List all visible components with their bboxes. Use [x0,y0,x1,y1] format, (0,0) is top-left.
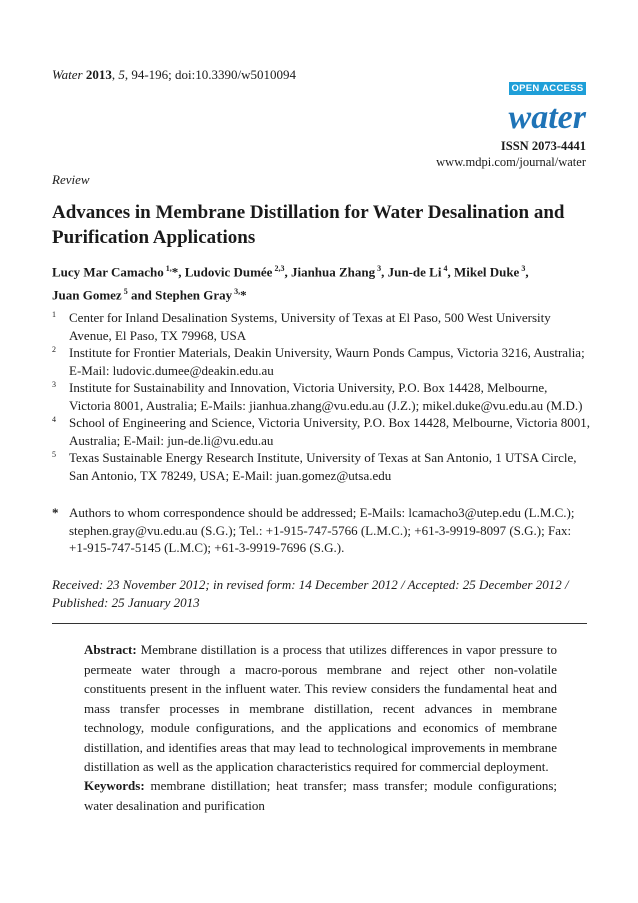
affiliation-item [52,449,592,484]
author-affiliation-sup: 4 [443,264,448,273]
author-separator: , [178,264,185,280]
affiliation-item [52,344,592,379]
citation-year: 2013 [85,67,112,82]
journal-name: Water [52,67,83,82]
affiliation-number: 3 [52,380,56,389]
abstract-text: Membrane distillation is a process that utilizes differences in vapor pressure to permeate water through a macro-porous membrane and reject other non-volatile constituents present in the influent water. This review considers the fundamental heat and mass transfer processes in membrane distillation, recent advances in membrane technology, module configurations, and the applications and economics of membrane distillation, and identifies areas that may lead to technological improvements in membrane distillation as well as the application characteristics required for commercial deployment. [84,642,557,774]
affiliation-text: Center for Inland Desalination Systems, University of Texas at El Paso, 500 West University Avenue, El Paso, TX 79968, USA [69,310,551,343]
author-separator: and [127,287,156,303]
author-name: Jun-de Li [387,264,442,280]
affiliation-text: School of Engineering and Science, Victoria University, P.O. Box 14428, Melbourne, Victoria 8001, Australia; E-Mail: jun-de.li@vu.edu.au [69,415,590,448]
keywords [84,776,557,815]
keywords-text: membrane distillation; heat transfer; mass transfer; module configurations; water desalination and purification [84,778,558,813]
author-affiliation-sup: 3 [377,264,382,273]
author-affiliation-sup: 1, [165,264,172,273]
paper-title: Advances in Membrane Distillation for Water Desalination and Purification Applications [52,202,565,248]
correspondence [52,504,592,557]
affiliation-item [52,309,592,344]
affiliation-item [52,414,592,449]
author-separator: , [447,264,454,280]
author-affiliation-sup: 5 [123,287,128,297]
affiliation-number: 5 [52,450,56,459]
affiliation-number: 2 [52,345,56,354]
affiliation-number: 1 [52,310,56,319]
journal-url[interactable]: www.mdpi.com/journal/water [436,155,586,169]
affiliation-number: 4 [52,415,56,424]
citation-pages-doi: , 94-196; doi:10.3390/w5010094 [124,67,296,82]
journal-logo: water [508,99,586,136]
author-name: Mikel Duke [453,264,520,280]
affiliation-text: Institute for Frontier Materials, Deakin University, Waurn Ponds Campus, Victoria 3216, Australia; E-Mail: ludovic.dumee@deakin.edu.au [69,345,585,378]
publication-dates: Received: 23 November 2012; in revised form: 14 December 2012 / Accepted: 25 December 2012 / Published: 25 January 2013 [52,577,569,610]
author-name: Lucy Mar Camacho [52,264,164,280]
abstract [84,640,557,777]
author-separator: , [381,264,388,280]
author-separator: , [284,264,291,280]
author-affiliation-sup: 3 [521,264,526,273]
open-access-badge: OPEN ACCESS [509,82,586,95]
keywords-label: Keywords: [84,778,145,793]
affiliation-text: Texas Sustainable Energy Research Institute, University of Texas at San Antonio, 1 UTSA Circle, San Antonio, TX 78249, USA; E-Mail: juan.gomez@utsa.edu [69,450,577,483]
author-name: Jianhua Zhang [290,264,376,280]
divider [52,623,587,624]
author-name: Juan Gomez [52,287,122,303]
author-list [52,259,592,306]
citation-line: Water 2013, 5, 94-196; doi:10.3390/w5010094 [52,67,296,82]
issn: ISSN 2073-4441 [500,139,586,153]
affiliation-item [52,379,592,414]
article-type: Review [52,172,90,187]
corresponding-author-mark: * [171,264,179,280]
affiliation-text: Institute for Sustainability and Innovation, Victoria University, P.O. Box 14428, Melbourne, Victoria 8001, Australia; E-Mails: jianhua.zhang@vu.edu.au (J.Z.); mikel.duke@vu.edu.au (M.D.) [69,380,583,413]
citation-volume: 5 [118,67,125,82]
correspondence-mark: * [52,505,59,520]
corresponding-author-mark: * [240,287,247,303]
author-separator: , [525,264,529,280]
abstract-label: Abstract: [84,642,137,657]
author-name: Stephen Gray [155,287,233,303]
author-name: Ludovic Dumée [184,264,273,280]
author-affiliation-sup: 3, [234,287,241,297]
author-affiliation-sup: 2,3 [274,264,285,273]
correspondence-text: Authors to whom correspondence should be addressed; E-Mails: lcamacho3@utep.edu (L.M.C.); stephen.gray@vu.edu.au (S.G.); Tel.: +1-915-747-5766 (L.M.C.); +61-3-9919-8097 (S.G.); Fax: +1-915-747-5145 (L.M.C); +61-3-9919-7696 (S.G.). [69,505,575,555]
